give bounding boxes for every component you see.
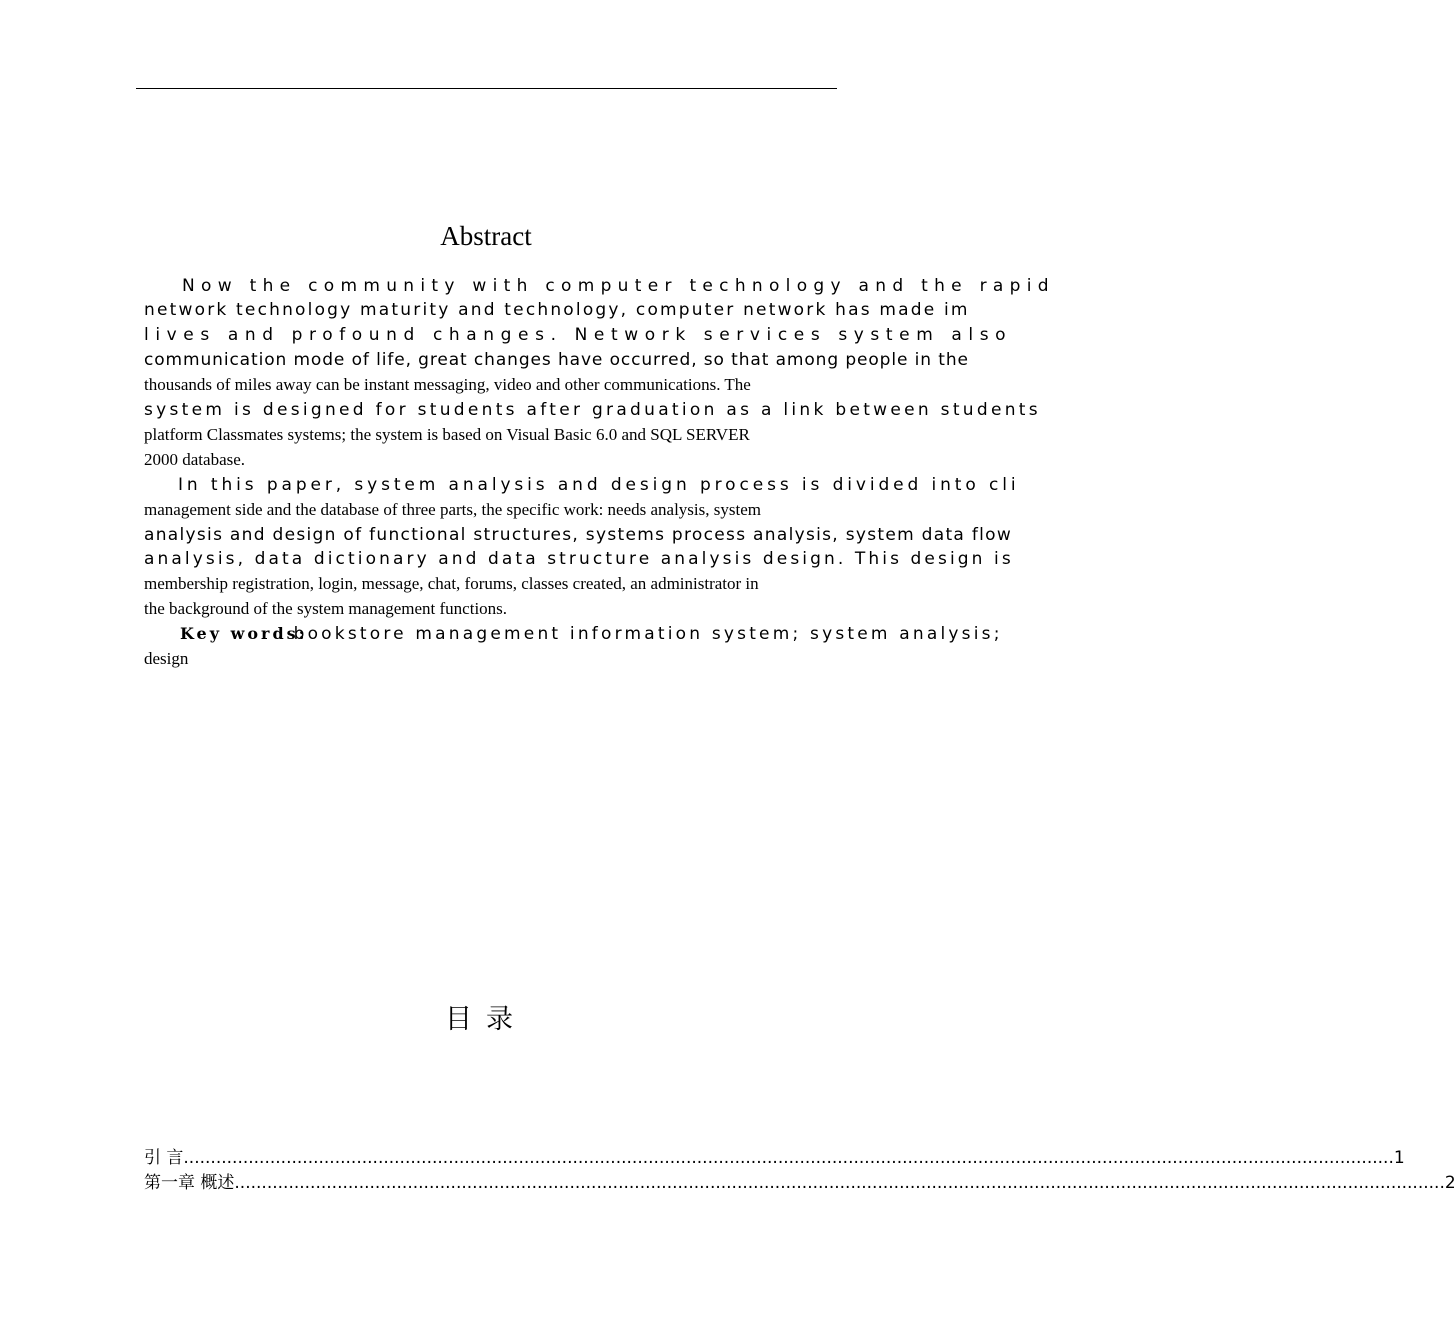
toc-entry[interactable]: [144, 1146, 1405, 1170]
abstract-line-6: system is designed for students after graduation as a link between students: [144, 400, 1041, 420]
toc-leader-dots: [183, 1146, 1393, 1170]
toc-entry-page: 2: [1444, 1173, 1456, 1193]
abstract-line-7: platform Classmates systems; the system is based on Visual Basic 6.0 and SQL SERVER: [144, 425, 750, 444]
toc-entry[interactable]: [144, 1171, 1456, 1195]
abstract-line-11: analysis and design of functional structures, systems process analysis, system data flow: [144, 525, 1013, 545]
toc-title: 目录: [445, 1004, 527, 1035]
abstract-title: Abstract: [440, 221, 532, 251]
abstract-line-10: management side and the database of three parts, the specific work: needs analysis, system: [144, 500, 761, 519]
toc-entry-page: 1: [1393, 1148, 1405, 1168]
toc-entry-label: 第一章 概述: [144, 1173, 235, 1193]
abstract-line-12: analysis, data dictionary and data structure analysis design. This design is: [144, 549, 1014, 569]
abstract-line-4: communication mode of life, great changes have occurred, so that among people in the: [144, 350, 969, 370]
header-rule: [136, 88, 837, 89]
keywords-continuation: design: [144, 649, 189, 668]
keywords-line: [180, 622, 1003, 646]
abstract-line-5: thousands of miles away can be instant messaging, video and other communications. The: [144, 375, 751, 394]
toc-leader-dots: [234, 1171, 1444, 1195]
keywords-label: Key words:: [180, 624, 308, 643]
abstract-line-8: 2000 database.: [144, 450, 246, 469]
abstract-line-14: the background of the system management functions.: [144, 599, 508, 618]
abstract-line-1: Now the community with computer technology and the rapid: [182, 276, 1055, 296]
abstract-line-13: membership registration, login, message, chat, forums, classes created, an administrator in: [144, 574, 759, 593]
abstract-line-3: lives and profound changes. Network services system also: [144, 325, 1013, 345]
toc-entry-label: 引 言: [144, 1148, 184, 1168]
abstract-line-9: In this paper, system analysis and design process is divided into cli: [178, 475, 1020, 495]
abstract-line-2: network technology maturity and technology, computer network has made im: [144, 300, 970, 320]
keywords-text: bookstore management information system; system analysis;: [293, 624, 1003, 644]
